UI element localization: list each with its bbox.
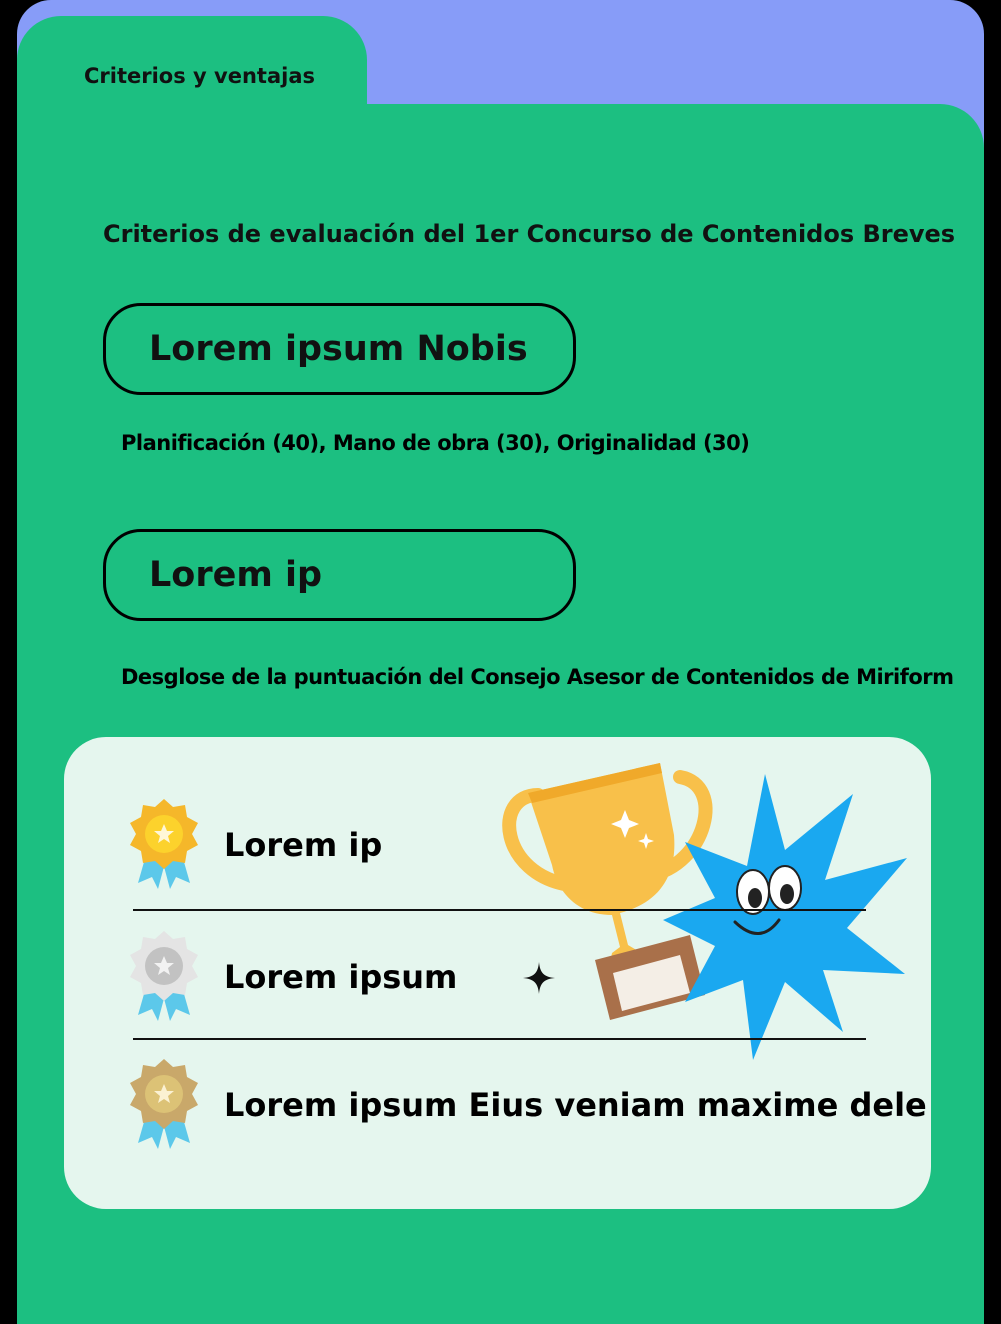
section-heading: Lorem ip bbox=[149, 555, 323, 595]
silver-medal-icon bbox=[124, 929, 204, 1025]
divider bbox=[133, 909, 866, 911]
ranking-label: Lorem ipsum bbox=[224, 958, 458, 996]
section-description: Desglose de la puntuación del Consejo Asesor de Contenidos de Miriform bbox=[121, 665, 954, 689]
tab-label[interactable]: Criterios y ventajas bbox=[84, 64, 315, 88]
divider bbox=[133, 1038, 866, 1040]
ranking-row bbox=[64, 922, 931, 1032]
section-heading-pill bbox=[103, 303, 576, 395]
ranking-row bbox=[64, 1050, 931, 1160]
ranking-row bbox=[64, 790, 931, 900]
section-heading-pill bbox=[103, 529, 576, 621]
bronze-medal-icon bbox=[124, 1057, 204, 1153]
section-heading: Lorem ipsum Nobis bbox=[149, 329, 528, 369]
ranking-label: Lorem ipsum Eius veniam maxime dele bbox=[224, 1086, 927, 1124]
page-title: Criterios de evaluación del 1er Concurso de Contenidos Breves bbox=[103, 220, 956, 248]
ranking-label: Lorem ip bbox=[224, 826, 383, 864]
gold-medal-icon bbox=[124, 797, 204, 893]
section-description: Planificación (40), Mano de obra (30), Originalidad (30) bbox=[121, 431, 750, 455]
